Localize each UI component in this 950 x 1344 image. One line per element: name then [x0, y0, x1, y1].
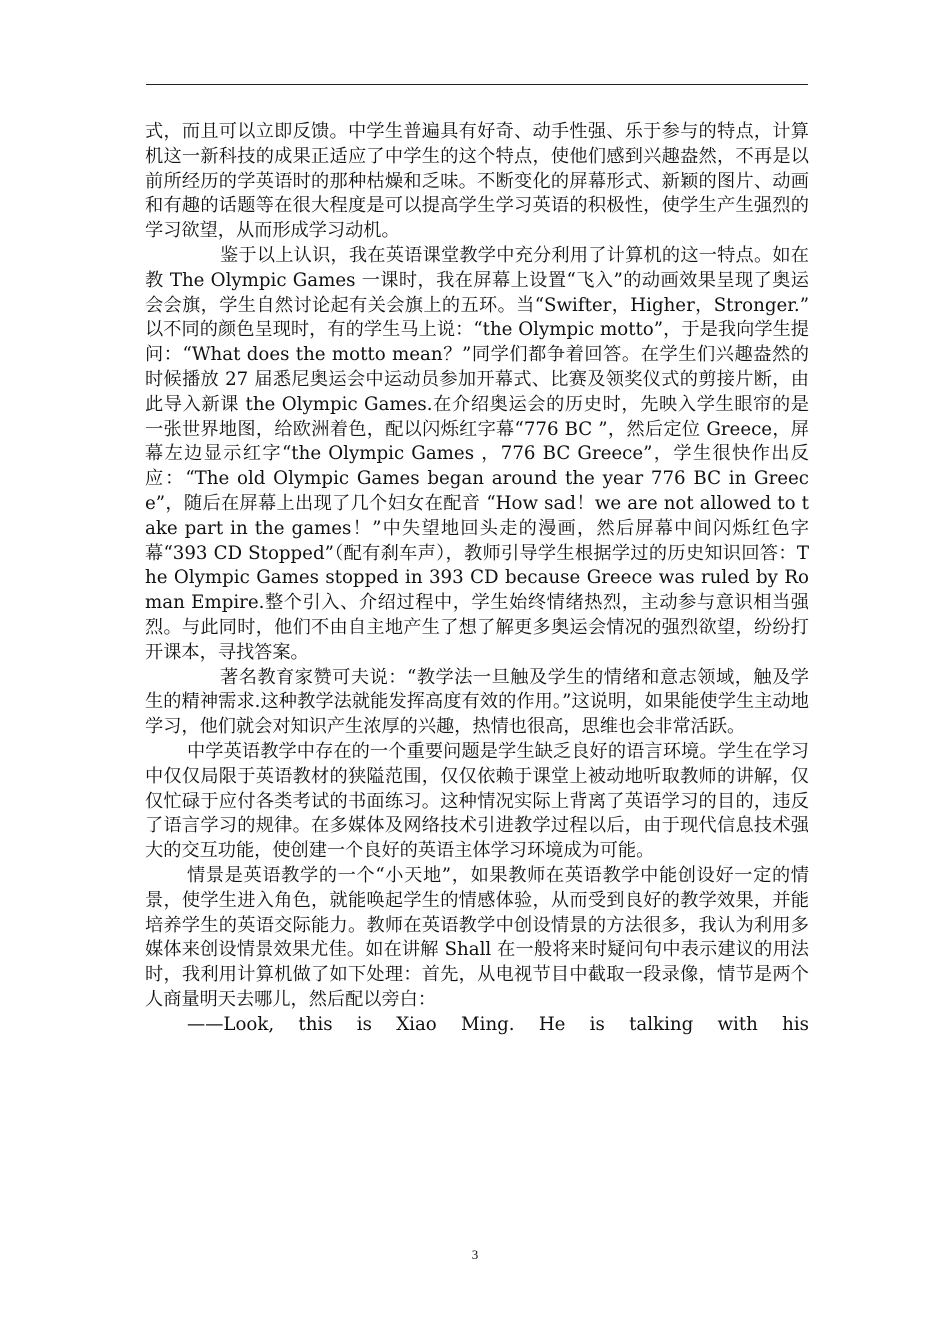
page-number: 3: [471, 1247, 479, 1262]
paragraph-5: 情景是英语教学的一个“小天地”，如果教师在英语教学中能创设好一定的情景，使学生进入角色，就能唤起学生的情感体验，从而受到良好的教学效果，并能培养学生的英语交际能力。教师在英语教学中创设情景的方法很多，我认为利用多媒体来创设情景效果尤佳。如在讲解 Shall 在一般将来时疑问句中表示建议的用法时，我利用计算机做了如下处理：首先，从电视节目中截取一段录像，情节是两个人商量明天去哪儿，然后配以旁白：: [145, 864, 809, 1010]
paragraph-4: 中学英语教学中存在的一个重要问题是学生缺乏良好的语言环境。学生在学习中仅仅局限于英语教材的狭隘范围，仅仅依赖于课堂上被动地听取教师的讲解，仅仅忙碌于应付各类考试的书面练习。这种情况实际上背离了英语学习的目的，违反了语言学习的规律。在多媒体及网络技术引进教学过程以后，由于现代信息技术强大的交互功能，使创建一个良好的英语主体学习环境成为可能。: [145, 740, 809, 862]
header-rule: [146, 84, 808, 85]
paragraph-1: 式，而且可以立即反馈。中学生普遍具有好奇、动手性强、乐于参与的特点，计算机这一新科技的成果正适应了中学生的这个特点，使他们感到兴趣盎然，不再是以前所经历的学英语时的那种枯燥和乏味。不断变化的屏幕形式、新颖的图片、动画和有趣的话题等在很大程度是可以提高学生学习英语的积极性，使学生产生强烈的学习欲望，从而形成学习动机。: [145, 121, 809, 242]
paragraph-6: ——Look, this is Xiao Ming. He is talking with his: [187, 1013, 809, 1035]
paragraph-2: 鉴于以上认识，我在英语课堂教学中充分利用了计算机的这一特点。如在教 The Olympic Games 一课时，我在屏幕上设置“飞入”的动画效果呈现了奥运会会旗，学生自然讨论起有关会旗上的五环。当“Swifter，Higher，Stronger.” 以不同的颜色呈现时，有的学生马上说：“the Olympic motto”，于是我向学生提问：“What does the motto mean？”同学们都争着回答。在学生们兴趣盎然的时候播放 27 届悉尼奥运会中运动员参加开幕式、比赛及领奖仪式的剪接片断，由此导入新课 the Olympic Games.在介绍奥运会的历史时，先映入学生眼帘的是一张世界地图，给欧洲着色，配以闪烁红字幕“776 BC ”，然后定位 Greece，屏幕左边显示红字“the Olympic Games ，776 BC Greece”，学生很快作出反应：“The old Olympic Games began around the year 776 BC in Greece”，随后在屏幕上出现了几个妇女在配音 “How sad！we are not allowed to take part in the games！”中失望地回头走的漫画，然后屏幕中间闪烁红色字幕“393 CD Stopped”（配有刹车声），教师引导学生根据学过的历史知识回答：The Olympic Games stopped in 393 CD because Greece was ruled by Roman Empire.整个引入、介绍过程中，学生始终情绪热烈，主动参与意识相当强烈。与此同时，他们不由自主地产生了想了解更多奥运会情况的强烈欲望，纷纷打开课本，寻找答案。: [145, 244, 809, 663]
document-body: [145, 120, 809, 1037]
paragraph-3: 著名教育家赞可夫说：“教学法一旦触及学生的情绪和意志领域，触及学生的精神需求.这种教学法就能发挥高度有效的作用。”这说明，如果能使学生主动地学习，他们就会对知识产生浓厚的兴趣，热情也很高，思维也会非常活跃。: [145, 666, 809, 738]
